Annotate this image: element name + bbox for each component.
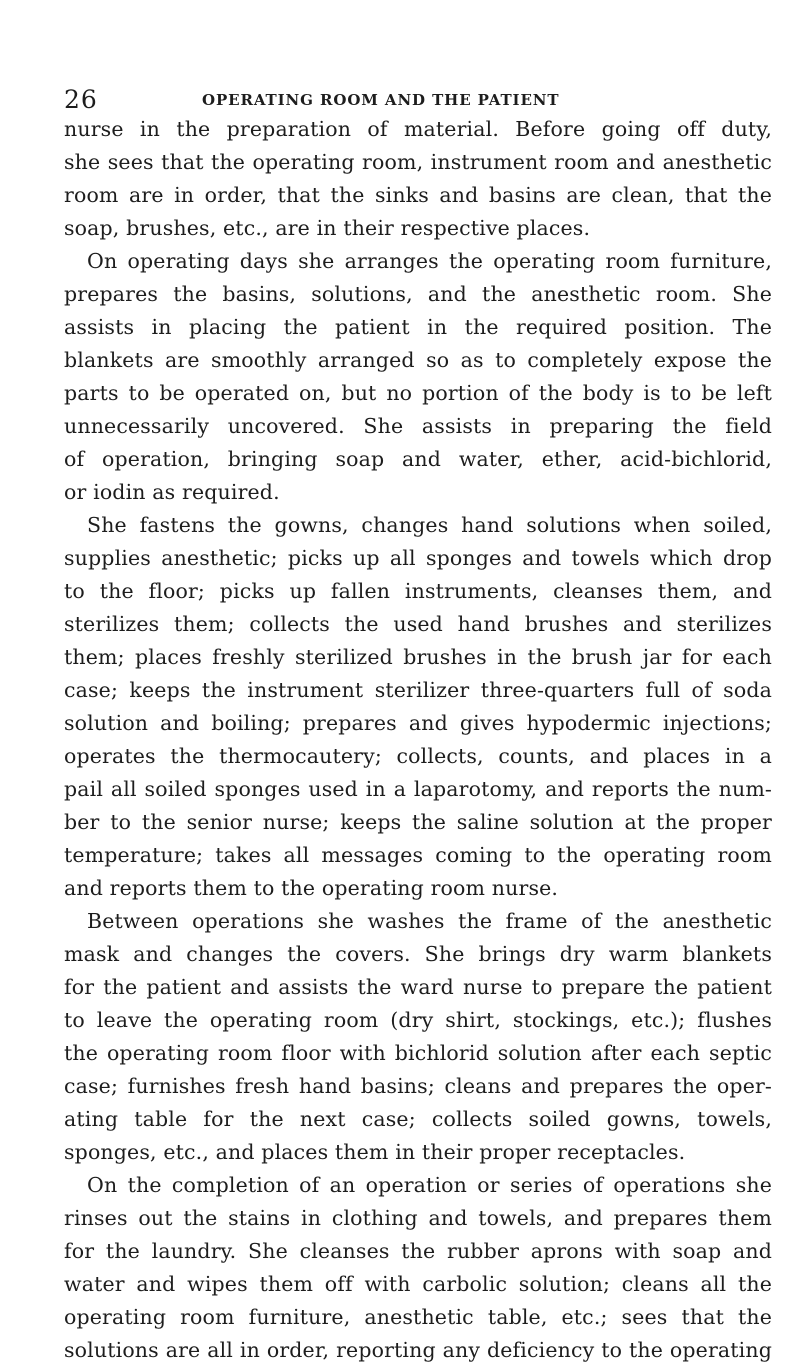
text-line: soap, brushes, etc., are in their respective places. bbox=[64, 216, 591, 240]
text-line: solution and boiling; prepares and gives hypodermic injections; bbox=[64, 711, 772, 735]
text-line: unnecessarily uncovered. She assists in preparing the field bbox=[64, 414, 772, 438]
text-line: On operating days she arranges the operating room furniture, bbox=[87, 249, 772, 273]
text-line: mask and changes the covers. She brings dry warm blankets bbox=[64, 942, 772, 966]
text-line: and reports them to the operating room nurse. bbox=[64, 876, 559, 900]
text-line: temperature; takes all messages coming to the operating room bbox=[64, 843, 772, 867]
text-line: she sees that the operating room, instrument room and anesthetic bbox=[64, 150, 772, 174]
text-line: water and wipes them off with carbolic solution; cleans all the bbox=[64, 1272, 772, 1296]
paragraph bbox=[64, 245, 772, 509]
text-line: Between operations she washes the frame of the anesthetic bbox=[87, 909, 772, 933]
body-text bbox=[64, 113, 772, 1367]
text-line: solutions are all in order, reporting any deficiency to the operating bbox=[64, 1338, 772, 1362]
text-line: rinses out the stains in clothing and towels, and prepares them bbox=[64, 1206, 772, 1230]
text-line: She fastens the gowns, changes hand solutions when soiled, bbox=[87, 513, 772, 537]
text-line: On the completion of an operation or series of operations she bbox=[87, 1173, 772, 1197]
text-line: operates the thermocautery; collects, counts, and places in a bbox=[64, 744, 772, 768]
text-line: prepares the basins, solutions, and the anesthetic room. She bbox=[64, 282, 772, 306]
paragraph bbox=[64, 905, 772, 1169]
paragraph bbox=[64, 509, 772, 905]
paragraph bbox=[64, 1169, 772, 1367]
text-line: ating table for the next case; collects soiled gowns, towels, bbox=[64, 1107, 772, 1131]
text-line: or iodin as required. bbox=[64, 480, 280, 504]
text-line: case; furnishes fresh hand basins; cleans and prepares the oper- bbox=[64, 1074, 772, 1098]
text-line: blankets are smoothly arranged so as to completely expose the bbox=[64, 348, 772, 372]
text-line: for the patient and assists the ward nurse to prepare the patient bbox=[64, 975, 772, 999]
text-line: to the floor; picks up fallen instruments, cleanses them, and bbox=[64, 579, 772, 603]
text-line: ber to the senior nurse; keeps the saline solution at the proper bbox=[64, 810, 772, 834]
text-line: assists in placing the patient in the required position. The bbox=[64, 315, 772, 339]
text-line: to leave the operating room (dry shirt, stockings, etc.); flushes bbox=[64, 1008, 772, 1032]
paragraph bbox=[64, 113, 772, 245]
text-line: room are in order, that the sinks and basins are clean, that the bbox=[64, 183, 772, 207]
text-line: for the laundry. She cleanses the rubber aprons with soap and bbox=[64, 1239, 772, 1263]
page-number: 26 bbox=[64, 85, 98, 114]
text-line: them; places freshly sterilized brushes in the brush jar for each bbox=[64, 645, 772, 669]
text-line: pail all soiled sponges used in a laparotomy, and reports the num- bbox=[64, 777, 772, 801]
text-line: nurse in the preparation of material. Before going off duty, bbox=[64, 117, 772, 141]
text-line: the operating room floor with bichlorid solution after each septic bbox=[64, 1041, 772, 1065]
text-line: of operation, bringing soap and water, ether, acid-bichlorid, bbox=[64, 447, 772, 471]
text-line: sponges, etc., and places them in their proper receptacles. bbox=[64, 1140, 686, 1164]
running-head: OPERATING ROOM AND THE PATIENT bbox=[202, 91, 560, 109]
text-line: parts to be operated on, but no portion of the body is to be left bbox=[64, 381, 772, 405]
text-line: case; keeps the instrument sterilizer three-quarters full of soda bbox=[64, 678, 772, 702]
text-line: operating room furniture, anesthetic table, etc.; sees that the bbox=[64, 1305, 772, 1329]
text-line: sterilizes them; collects the used hand brushes and sterilizes bbox=[64, 612, 772, 636]
text-line: supplies anesthetic; picks up all sponges and towels which drop bbox=[64, 546, 772, 570]
